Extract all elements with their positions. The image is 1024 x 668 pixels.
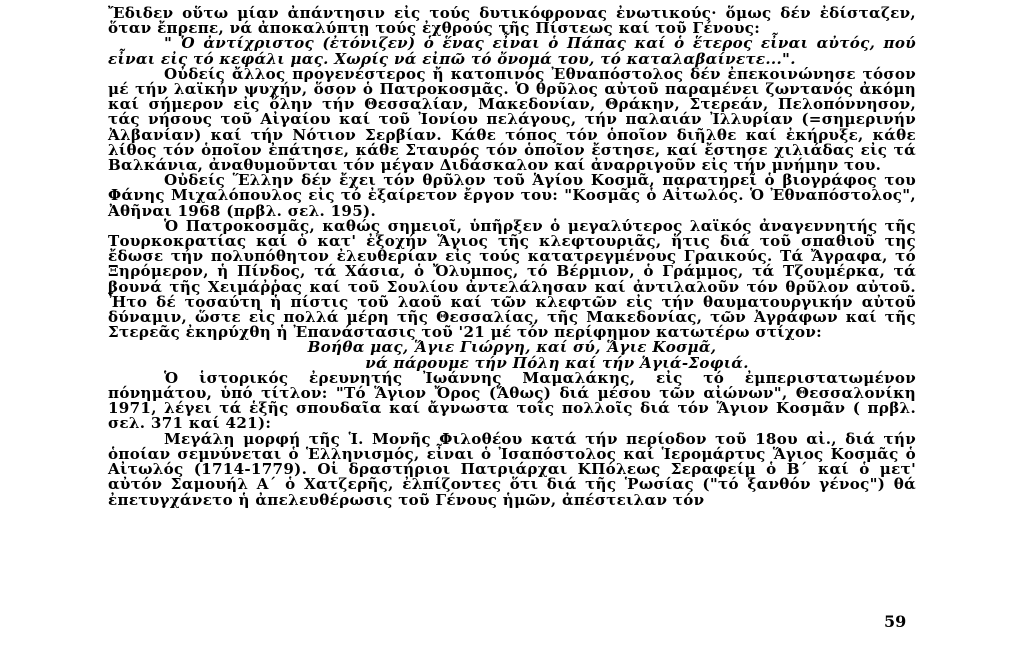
body-text [108,6,916,508]
paragraph-patrokosmas: Ὁ Πατροκοσμᾶς, καθώς σημειοῖ, ὑπῆρξεν ὁ μεγαλύτερος λαϊκός ἀναγεννητής τῆς Τουρκοκρατίας καί ὁ κατ' ἐξοχήν Ἅγιος τῆς κλεφτουριᾶς, ἥτις διά τοῦ σπαθιοῦ της ἔδωσε τήν πολυπόθητον ἐλευθερίαν εἰς τούς κατατρεγμένους Γραικούς. Τά Ἄγραφα, τό Ξηρόμερον, ἡ Πίνδος, τά Χάσια, ὁ Ὄλυμπος, τό Βέρμιον, ὁ Γράμμος, τά Τζουμέρκα, τά βουνά τῆς Χειμάῤῥας καί τοῦ Σουλίου ἀντελάλησαν καί ἀντιλαλοῦν τόν θρῦλον αὐτοῦ. Ἦτο δέ τοσαύτη ἡ πίστις τοῦ λαοῦ καί τῶν κλεφτῶν εἰς τήν θαυματουργικήν αὐτοῦ δύναμιν, ὥστε εἰς πολλά μέρη τῆς Θεσσαλίας, τῆς Μακεδονίας, τῶν Ἀγράφων καί τῆς Στερεᾶς ἐκηρύχθη ἡ Ἐπανάστασις τοῦ '21 μέ τόν περίφημον κατωτέρω στίχον: [108,216,916,342]
page-number: 59 [884,612,907,631]
verse-block [108,340,916,370]
paragraph-intro: Ἔδιδεν οὕτω μίαν ἀπάντησιν εἰς τούς δυτικόφρονας ἐνωτικούς· ὅμως δέν ἐδίσταζεν, ὅταν ἔπρεπε, νά ἀποκαλύπτῃ τούς ἐχθρούς τῆς Πίστεως καί τοῦ Γένους: [108,4,916,38]
paragraph-philotheou: Μεγάλη μορφή τῆς Ἱ. Μονῆς Φιλοθέου κατά τήν περίοδον τοῦ 18ου αἰ., διά τήν ὁποίαν σεμνύνεται ὁ Ἑλληνισμός, εἶναι ὁ Ἰσαπόστολος καί Ἱερομάρτυς Ἅγιος Κοσμᾶς ὁ Αἰτωλός (1714-1779). Οἱ δραστήριοι Πατριάρχαι ΚΠόλεως Σεραφείμ ὁ Β΄ καί ὁ μετ' αὐτόν Σαμουήλ Α΄ ὁ Χατζερῆς, ἐλπίζοντες ὅτι διά τῆς Ῥωσίας ("τό ξανθόν γένος") θά ἐπετυγχάνετο ἡ ἀπελευθέρωσις τοῦ Γένους ἡμῶν, ἀπέστειλαν τόν [108,429,916,509]
paragraph-ethnapostolos: Οὐδείς ἄλλος προγενέστερος ἤ κατοπινός Ἐθναπόστολος δέν ἐπεκοινώνησε τόσον μέ τήν λαϊκήν ψυχήν, ὅσον ὁ Πατροκοσμᾶς. Ὁ θρῦλος αὐτοῦ παραμένει ζωντανός ἀκόμη καί σήμερον εἰς ὅλην τήν Θεσσαλίαν, Μακεδονίαν, Θράκην, Στερεάν, Πελοπόννησον, τάς νήσους τοῦ Αἰγαίου καί τοῦ Ἰονίου πελάγους, τήν παλαιάν Ἰλλυρίαν (=σημερινήν Ἀλβανίαν) καί τήν Νότιον Σερβίαν. Κάθε τόπος τόν ὁποῖον διῆλθε καί ἐκήρυξε, κάθε λίθος τόν ὁποῖον ἐπάτησε, κάθε Σταυρός τόν ὁποῖον ἔστησε, καί ἔστησε χιλιάδας εἰς τά Βαλκάνια, ἀναθυμοῦνται τόν μέγαν Διδάσκαλον καί ἀναρριγοῦν εἰς τήν μνήμην του. [108,64,916,175]
paragraph-quote: " Ὁ ἀντίχριστος (ἐτόνιζεν) ὁ ἕνας εἶναι ὁ Πάπας καί ὁ ἕτερος εἶναι αὐτός, πού εἶναι εἰς τό κεφάλι μας. Χωρίς νά εἰπῶ τό ὄνομά του, τό καταλαβαίνετε...". [108,34,916,68]
verse-line-2: νά πάρουμε τήν Πόλη καί τήν Ἁγιά-Σοφιά. [365,353,749,372]
paragraph-mamalakis: Ὁ ἱστορικός ἐρευνητής Ἰωάννης Μαμαλάκης, εἰς τό ἐμπεριστατωμένον πόνημάτου, ὑπό τίτλον: "Τό Ἅγιον Ὄρος (Ἄθως) διά μέσου τῶν αἰώνων", Θεσσαλονίκη 1971, λέγει τά ἑξῆς σπουδαῖα καί ἄγνωστα τοῖς πολλοῖς διά τόν Ἅγιον Κοσμᾶν ( πρβλ. σελ. 371 καί 421): [108,368,916,433]
paragraph-biographer: Οὐδείς Ἕλλην δέν ἔχει τόν θρῦλον τοῦ Ἁγίου Κοσμᾶ, παρατηρεῖ ὁ βιογράφος του Φάνης Μιχαλόπουλος εἰς τό ἐξαίρετον ἔργον του: "Κοσμᾶς ὁ Αἰτωλός. Ὁ Ἐθναπόστολος", Ἀθῆναι 1968 (πρβλ. σελ. 195). [108,171,916,220]
verse-line-1: Βοήθα μας, Ἅγιε Γιώργη, καί σύ, Ἅγιε Κοσμᾶ, [307,338,717,357]
